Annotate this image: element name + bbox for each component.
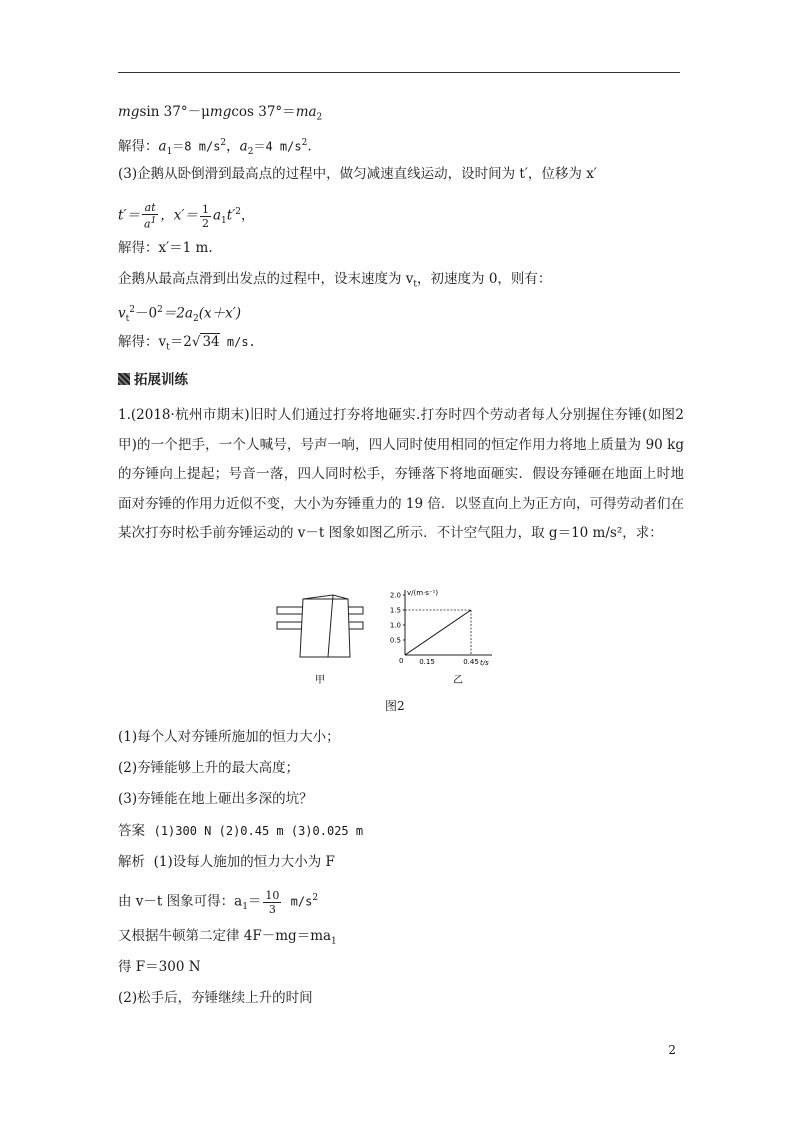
eq-term: a [212, 207, 222, 224]
analysis-line-3 [118, 927, 337, 951]
eq-term: v [118, 305, 126, 322]
eq-sup: 2 [220, 138, 227, 148]
analysis-line-4: 得 F＝300 N [118, 959, 201, 975]
analysis-line-1 [118, 853, 335, 871]
eq-term: a [239, 138, 248, 155]
text-line-3: (3)企鹅从卧倒滑到最高点的过程中，做匀减速直线运动，设时间为 t′，位移为 x′ [118, 166, 597, 182]
velocity-series-line [405, 610, 471, 655]
answer-text: (1)300 N (2)0.45 m (3)0.025 m [153, 824, 364, 838]
eq-subscript: 1 [242, 902, 248, 913]
eq-subscript: 2 [316, 112, 323, 123]
fraction [263, 889, 281, 916]
eq-sup: 2 [301, 138, 308, 148]
x-axis-label: t/s [480, 659, 489, 667]
label-yi: 乙 [453, 675, 463, 686]
eq-term: ＝2 [169, 334, 192, 350]
y-tick-label: 2.0 [389, 591, 401, 600]
eq-subscript: 2 [192, 314, 199, 325]
eq-term: ma [295, 104, 317, 120]
fraction-num: 1 [201, 202, 209, 216]
analysis-label: 解析 [118, 854, 145, 870]
eq-sup: 2 [235, 207, 242, 217]
sqrt-radicand: 34 [202, 334, 220, 350]
sqrt-sign: √ [191, 334, 201, 350]
eq-sup: 2 [312, 893, 319, 903]
eq-subscript: 1 [166, 147, 173, 158]
y-tick-label: 0.5 [389, 636, 401, 645]
analysis-line-5: (2)松手后，夯锤继续上升的时间 [118, 990, 313, 1006]
eq-end: . [307, 138, 312, 155]
solution-line-5: 解得：x′＝1 m. [118, 240, 213, 256]
eq-term: t′＝ [118, 207, 140, 224]
x-tick-label: 0.15 [419, 658, 435, 666]
fraction-num: at [142, 201, 158, 215]
section-title: 拓展训练 [134, 372, 188, 388]
den-sub: 1 [150, 216, 157, 227]
y-axis-label: v/(m·s⁻¹) [407, 589, 439, 597]
analysis-text: 又根据牛顿第二定律 4F－mg＝ma [118, 928, 332, 944]
text-line-6 [118, 270, 551, 294]
analysis-text: 由 v－t 图象可得：a [118, 893, 243, 910]
analysis-text: (1)设每人施加的恒力大小为 F [153, 854, 335, 870]
answer-label: 答案 [118, 823, 145, 839]
eq-subscript: 1 [331, 936, 337, 947]
answer-line [118, 822, 363, 840]
eq-term: (x＋x′) [198, 305, 242, 322]
fraction-num: 10 [265, 888, 280, 902]
eq-term: －0 [135, 305, 158, 322]
fraction-den [142, 215, 158, 231]
fraction [142, 201, 158, 231]
equation-line-1 [118, 103, 322, 127]
eq-term: ＝ [247, 893, 262, 910]
solve-prefix: 解得： [118, 138, 159, 155]
eq-term: mg [118, 104, 140, 120]
eq-term: sin 37°－μ [139, 104, 210, 120]
section-marker-icon [118, 373, 130, 385]
eq-subscript: t [166, 342, 170, 353]
tamper-body [300, 595, 350, 657]
eq-term: ，x′＝ [160, 207, 198, 224]
den-term: a [144, 217, 151, 231]
section-heading [118, 371, 188, 389]
label-jia: 甲 [315, 675, 325, 686]
eq-term: mg [209, 104, 232, 120]
eq-term: a [158, 138, 167, 155]
figure-2 [270, 587, 510, 687]
origin-label: 0 [399, 657, 404, 665]
equation-line-7 [118, 301, 241, 328]
solution-line-2: 解得：$a_1=8$ $m/s^2$，$a_2=4$ $m/s^2$. [118, 138, 312, 158]
eq-term: ＝2a [162, 305, 193, 322]
eq-value: ＝4 m/s [253, 139, 302, 154]
solution-line-8 [118, 333, 256, 357]
text-segment: ，初速度为 0，则有： [417, 271, 552, 287]
eq-value: ＝8 m/s [172, 139, 221, 154]
eq-subscript: t [125, 314, 130, 325]
eq-subscript: 2 [247, 147, 254, 158]
y-tick-label: 1.5 [389, 606, 401, 615]
eq-unit: m/s [283, 894, 313, 909]
analysis-line-2 [118, 883, 318, 922]
question-1: (1)每个人对夯锤所施加的恒力大小； [118, 729, 340, 745]
header-rule [118, 72, 680, 73]
eq-comma: ， [241, 207, 255, 224]
x-tick-label: 0.45 [463, 658, 479, 666]
problem-text: 1.(2018·杭州市期末)旧时人们通过打夯将地砸实.打夯时四个劳动者每人分别握住夯锤(如图2甲)的一个把手，一个人喊号，号声一响，四人同时使用相同的恒定作用力将地上质量为 90 kg 的夯锤向上提起；号音一落，四人同时松手，夯锤落下将地面砸实．假设夯锤砸在地面上时地面对夯锤的作用力近似不变，大小为夯锤重力的 19 倍．以竖直向上为正方向，可得劳动者们在某次打夯时松手前夯锤运动的 v－t 图象如图乙所示．不计空气阻力，取 g＝10 m/s²，求： [118, 407, 684, 541]
fraction-den: 2 [201, 216, 209, 230]
eq-term: t′ [226, 207, 236, 224]
eq-sup: 2 [129, 305, 135, 315]
text-segment: 企鹅从最高点滑到出发点的过程中，设末速度为 v [118, 271, 414, 287]
question-3: (3)夯锤能在地上砸出多深的坑？ [118, 791, 313, 807]
figure-caption: 图2 [385, 699, 405, 713]
solve-prefix: 解得：v [118, 334, 167, 350]
eq-subscript: 1 [221, 216, 227, 227]
eq-unit: m/s. [219, 335, 256, 349]
equation-line-4 [118, 197, 255, 236]
page-number: 2 [668, 1043, 676, 1057]
fraction-den: 3 [268, 902, 276, 916]
vt-chart [390, 589, 492, 667]
question-2: (2)夯锤能够上升的最大高度； [118, 760, 300, 776]
y-tick-label: 1.0 [389, 621, 401, 630]
tamper-drawing [277, 595, 363, 657]
eq-sup: 2 [157, 305, 163, 315]
eq-term: cos 37°＝ [231, 104, 296, 120]
fraction [200, 203, 211, 230]
eq-subscript: t [413, 279, 418, 290]
